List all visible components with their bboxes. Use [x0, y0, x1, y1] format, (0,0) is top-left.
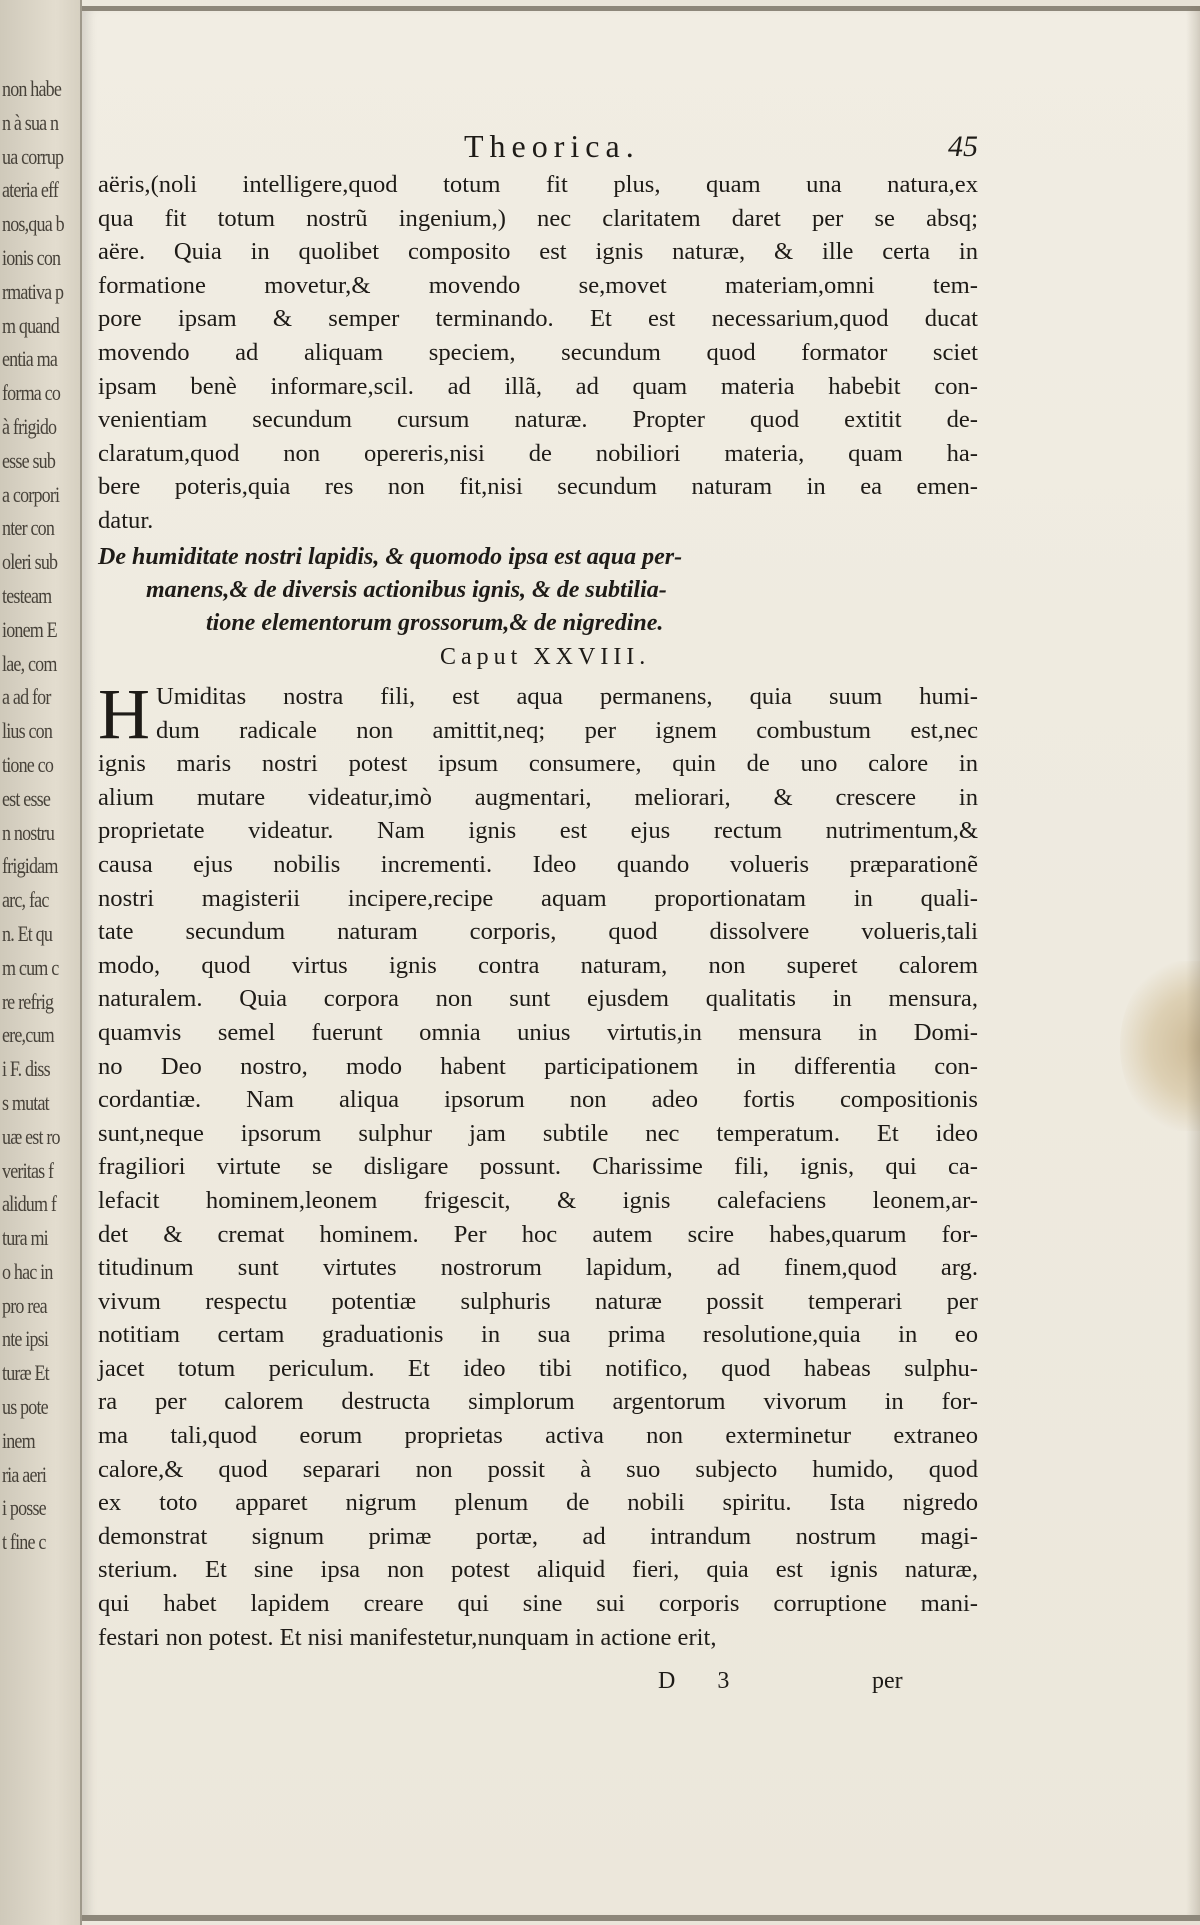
book-page — [82, 6, 1200, 1921]
text-line: qua fit totum nostrũ ingenium,) nec claritatem daret per se absq; — [98, 204, 978, 232]
text-line: sunt,neque ipsorum sulphur jam subtile nec temperatum. Et ideo — [98, 1119, 978, 1147]
text-line: ateria eff — [2, 177, 59, 203]
text-line: ria aeri — [2, 1461, 47, 1487]
text-line: turæ Et — [2, 1360, 49, 1386]
text-line: i posse — [2, 1495, 46, 1521]
text-line: uæ est ro — [2, 1123, 60, 1149]
text-line: tione elementorum grossorum,& de nigredine. — [206, 610, 664, 636]
page-bottom-edge — [82, 1915, 1200, 1921]
text-line: frigidam — [2, 853, 58, 879]
text-line: ionis con — [2, 244, 61, 270]
page-edge-shadow — [1186, 6, 1200, 1921]
chapter-paragraph — [98, 674, 978, 1654]
text-line: movendo ad aliquam speciem, secundum quod formator sciet — [98, 338, 978, 366]
text-line: nostri magisterii incipere,recipe aquam proportionatam in quali- — [98, 884, 978, 912]
drop-cap: H — [98, 674, 150, 754]
text-line: lius con — [2, 718, 53, 744]
text-line: i F. diss — [2, 1056, 50, 1082]
text-line: esse sub — [2, 447, 56, 473]
text-line: o hac in — [2, 1258, 53, 1284]
text-line: forma co — [2, 380, 61, 406]
text-line: n nostru — [2, 819, 55, 845]
text-line: manens,& de diversis actionibus ignis, & de subtilia- — [146, 577, 667, 603]
text-line: aëre. Quia in quolibet composito est ignis naturæ, & ille certa in — [98, 238, 978, 266]
text-line: no Deo nostro, modo habent participationem in differentia con- — [98, 1052, 978, 1080]
text-line: festari non potest. Et nisi manifestetur,nunquam in actione erit, — [98, 1623, 717, 1651]
text-line: nter con — [2, 515, 55, 541]
text-line: calore,& quod separari non possit à suo subjecto humido, quod — [98, 1455, 978, 1483]
text-line: causa ejus nobilis incrementi. Ideo quando volueris præparationẽ — [98, 850, 978, 878]
text-line: s mutat — [2, 1089, 49, 1115]
text-line: qui habet lapidem creare qui sine sui corporis corruptione mani- — [98, 1590, 978, 1618]
text-line: titudinum sunt virtutes nostrorum lapidum, ad finem,quod arg. — [98, 1254, 978, 1282]
text-line: fragiliori virtute se disligare possunt. Charissime fili, ignis, qui ca- — [98, 1153, 978, 1181]
text-line: n à sua n — [2, 109, 59, 135]
text-line: alidum f — [2, 1191, 57, 1217]
text-line: ere,cum — [2, 1022, 54, 1048]
text-line: arc, fac — [2, 887, 49, 913]
signature-mark: D 3 — [658, 1668, 748, 1694]
text-line: ionem E — [2, 616, 57, 642]
facing-page-text-fragments — [2, 72, 66, 1559]
text-line: tione co — [2, 751, 54, 777]
text-line: ignis maris nostri potest ipsum consumere, quin de uno calore in — [98, 750, 978, 778]
page-number: 45 — [948, 130, 978, 163]
text-line: proprietate videatur. Nam ignis est ejus rectum nutrimentum,& — [98, 817, 978, 845]
text-line: pore ipsam & semper terminando. Et est necessarium,quod ducat — [98, 305, 978, 333]
text-line: lefacit hominem,leonem frigescit, & ignis calefaciens leonem,ar- — [98, 1186, 978, 1214]
text-line: det & cremat hominem. Per hoc autem scire habes,quarum for- — [98, 1220, 978, 1248]
text-line: a corpori — [2, 481, 60, 507]
text-line: bere poteris,quia res non fit,nisi secundum naturam in ea emen- — [98, 473, 978, 501]
text-line: a ad for — [2, 684, 51, 710]
page-header — [382, 128, 1002, 168]
text-line: dum radicale non amittit,neq; per ignem combustum est,nec — [156, 716, 978, 744]
text-line: tura mi — [2, 1225, 48, 1251]
text-line: demonstrat signum primæ portæ, ad intrandum nostrum magi- — [98, 1522, 978, 1550]
facing-page-edge — [0, 0, 82, 1925]
text-line: datur. — [98, 506, 154, 534]
text-line: ipsam benè informare,scil. ad illã, ad quam materia habebit con- — [98, 372, 978, 400]
chapter-label: Caput XXVIII. — [440, 644, 651, 670]
text-line: inem — [2, 1427, 35, 1453]
text-line: à frigido — [2, 413, 57, 439]
text-line: aëris,(noli intelligere,quod totum fit plus, quam una natura,ex — [98, 171, 978, 198]
text-line: vivum respectu potentiæ sulphuris naturæ possit temperari per — [98, 1287, 978, 1315]
text-line: veritas f — [2, 1157, 54, 1183]
text-line: nos,qua b — [2, 211, 64, 237]
text-line: sterium. Et sine ipsa non potest aliquid fieri, quia est ignis naturæ, — [98, 1556, 978, 1584]
text-line: jacet totum periculum. Et ideo tibi notifico, quod habeas sulphu- — [98, 1354, 978, 1382]
text-line: De humiditate nostri lapidis, & quomodo ipsa est aqua per- — [98, 544, 683, 570]
text-line: ex toto apparet nigrum plenum de nobili spiritu. Ista nigredo — [98, 1489, 978, 1517]
text-line: quamvis semel fuerunt omnia unius virtutis,in mensura in Domi- — [98, 1018, 978, 1046]
text-line: pro rea — [2, 1292, 47, 1318]
text-line: claratum,quod non opereris,nisi de nobiliori materia, quam ha- — [98, 439, 978, 467]
text-line: non habe — [2, 76, 62, 101]
text-line: n. Et qu — [2, 920, 53, 946]
text-line: m cum c — [2, 954, 59, 980]
text-line: entia ma — [2, 346, 58, 372]
text-line: Umiditas nostra fili, est aqua permanens, quia suum humi- — [156, 683, 978, 710]
text-line: oleri sub — [2, 549, 58, 575]
text-line: m quand — [2, 312, 59, 338]
page-top-edge — [82, 6, 1200, 11]
text-line: tate secundum naturam corporis, quod dissolvere volueris,tali — [98, 918, 978, 946]
text-line: t fine c — [2, 1529, 46, 1555]
page-footer — [98, 1668, 978, 1702]
text-line: modo, quod virtus ignis contra naturam, non superet calorem — [98, 951, 978, 979]
text-line: ma tali,quod eorum proprietas activa non exterminetur extraneo — [98, 1422, 978, 1450]
text-line: nte ipsi — [2, 1326, 49, 1352]
text-line: us pote — [2, 1394, 48, 1420]
text-line: venientiam secundum cursum naturæ. Propter quod extitit de- — [98, 406, 978, 434]
text-line: est esse — [2, 785, 51, 811]
text-line: notitiam certam graduationis in sua prima resolutione,quia in eo — [98, 1321, 978, 1349]
text-line: ra per calorem destructa simplorum argentorum vivorum in for- — [98, 1388, 978, 1416]
text-line: re refrig — [2, 988, 54, 1014]
running-title: Theorica. — [464, 128, 640, 164]
text-line: naturalem. Quia corpora non sunt ejusdem qualitatis in mensura, — [98, 985, 978, 1013]
text-line: cordantiæ. Nam aliqua ipsorum non adeo fortis compositionis — [98, 1086, 978, 1114]
text-line: testeam — [2, 582, 52, 608]
paragraph-continued — [98, 168, 978, 538]
catchword: per — [872, 1668, 903, 1694]
text-line: formatione movetur,& movendo se,movet materiam,omni tem- — [98, 271, 978, 299]
chapter-heading — [98, 541, 978, 640]
text-line: rmativa p — [2, 278, 64, 304]
text-line: alium mutare videatur,imò augmentari, meliorari, & crescere in — [98, 783, 978, 811]
text-line: ua corrup — [2, 143, 64, 169]
text-line: lae, com — [2, 650, 57, 676]
